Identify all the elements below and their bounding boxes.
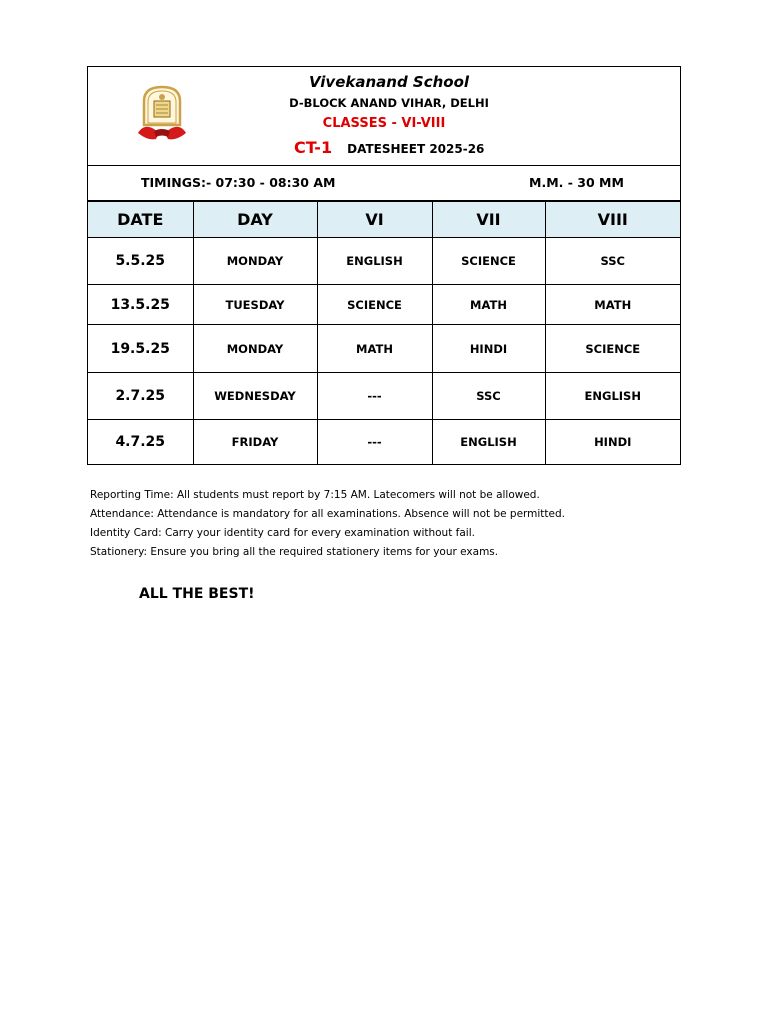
cell-date: 5.5.25 bbox=[88, 238, 193, 285]
cell-viii: HINDI bbox=[545, 420, 680, 464]
column-header-date: DATE bbox=[88, 202, 193, 238]
datesheet-card bbox=[87, 66, 681, 465]
table-header-row bbox=[88, 202, 680, 238]
cell-vii: SCIENCE bbox=[432, 238, 545, 285]
column-header-viii: VIII bbox=[545, 202, 680, 238]
cell-date: 2.7.25 bbox=[88, 373, 193, 420]
exam-line bbox=[294, 138, 484, 157]
instruction-reporting-time: Reporting Time: All students must report by 7:15 AM. Latecomers will not be allowed. bbox=[90, 489, 540, 501]
school-address: D-BLOCK ANAND VIHAR, DELHI bbox=[289, 96, 489, 110]
cell-vi: --- bbox=[317, 373, 432, 420]
cell-vii: SSC bbox=[432, 373, 545, 420]
instruction-attendance: Attendance: Attendance is mandatory for all examinations. Absence will not be permitted. bbox=[90, 508, 566, 520]
cell-date: 13.5.25 bbox=[88, 285, 193, 325]
instruction-stationery: Stationery: Ensure you bring all the required stationery items for your exams. bbox=[90, 546, 499, 558]
column-header-vii: VII bbox=[432, 202, 545, 238]
cell-day: MONDAY bbox=[193, 325, 317, 373]
classes-label: CLASSES - VI-VIII bbox=[322, 116, 446, 131]
table-row bbox=[88, 373, 680, 420]
cell-date: 19.5.25 bbox=[88, 325, 193, 373]
cell-viii: SSC bbox=[545, 238, 680, 285]
table-row bbox=[88, 238, 680, 285]
cell-vi: ENGLISH bbox=[317, 238, 432, 285]
instruction-identity-card: Identity Card: Carry your identity card for every examination without fail. bbox=[90, 527, 475, 539]
school-header bbox=[88, 67, 680, 166]
cell-day: WEDNESDAY bbox=[193, 373, 317, 420]
cell-day: FRIDAY bbox=[193, 420, 317, 464]
cell-vi: --- bbox=[317, 420, 432, 464]
instructions-list bbox=[90, 486, 565, 562]
cell-vi: SCIENCE bbox=[317, 285, 432, 325]
cell-vii: ENGLISH bbox=[432, 420, 545, 464]
cell-vi: MATH bbox=[317, 325, 432, 373]
cell-viii: MATH bbox=[545, 285, 680, 325]
column-header-day: DAY bbox=[193, 202, 317, 238]
closing-message: ALL THE BEST! bbox=[139, 586, 255, 602]
exam-schedule-table bbox=[88, 201, 680, 464]
cell-viii: SCIENCE bbox=[545, 325, 680, 373]
table-row bbox=[88, 285, 680, 325]
school-name: Vivekanand School bbox=[308, 73, 470, 91]
datesheet-year: DATESHEET 2025-26 bbox=[347, 142, 485, 156]
column-header-vi: VI bbox=[317, 202, 432, 238]
table-row bbox=[88, 420, 680, 464]
cell-vii: HINDI bbox=[432, 325, 545, 373]
exam-timings: TIMINGS:- 07:30 - 08:30 AM bbox=[141, 175, 336, 190]
cell-day: MONDAY bbox=[193, 238, 317, 285]
timings-row bbox=[88, 166, 680, 201]
cell-viii: ENGLISH bbox=[545, 373, 680, 420]
exam-name: CT-1 bbox=[294, 138, 333, 157]
cell-vii: MATH bbox=[432, 285, 545, 325]
table-row bbox=[88, 325, 680, 373]
cell-day: TUESDAY bbox=[193, 285, 317, 325]
max-marks: M.M. - 30 MM bbox=[529, 175, 624, 190]
cell-date: 4.7.25 bbox=[88, 420, 193, 464]
